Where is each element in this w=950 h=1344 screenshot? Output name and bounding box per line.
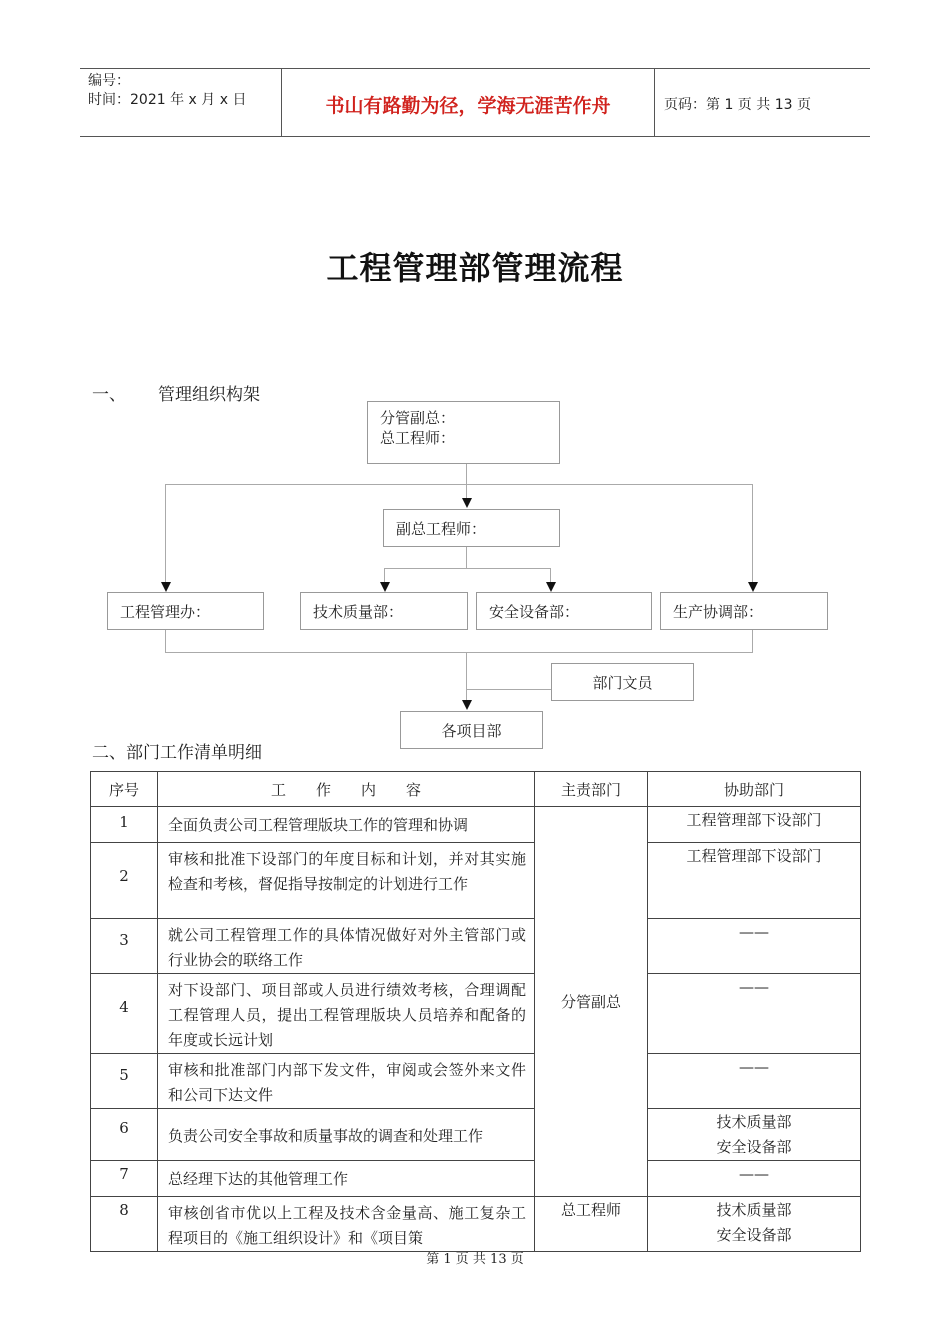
org-box-dept-engineering	[107, 592, 264, 630]
main-dept-group: 分管副总	[535, 807, 648, 1197]
table-row	[91, 974, 861, 1054]
header-assist-dept: 协助部门	[648, 772, 861, 807]
row-no: 4	[91, 974, 158, 1054]
org-connector	[384, 568, 385, 583]
row-no: 5	[91, 1054, 158, 1109]
org-connector	[466, 464, 467, 499]
header-top-rule	[80, 68, 870, 69]
date-label: 时间：2021 年 x 月 x 日	[88, 92, 247, 108]
org-arrow	[380, 582, 390, 592]
org-connector	[165, 484, 166, 583]
row-content: 全面负责公司工程管理版块工作的管理和协调	[158, 807, 535, 843]
org-box-dept-safety	[476, 592, 652, 630]
work-list-table	[90, 771, 861, 1252]
header-page-info: 页码：第 1 页 共 13 页	[664, 97, 811, 113]
org-box-deputy	[383, 509, 560, 547]
org-dept2-label: 技术质量部：	[313, 603, 404, 621]
org-clerk-label: 部门文员	[592, 674, 653, 692]
org-connector	[466, 547, 467, 568]
org-arrow	[462, 700, 472, 710]
page-footer: 第 1 页 共 13 页	[426, 1252, 524, 1267]
org-connector	[752, 630, 753, 652]
table-row	[91, 807, 861, 843]
row-no: 3	[91, 919, 158, 974]
row-no: 7	[91, 1161, 158, 1197]
org-deputy-label: 副总工程师：	[396, 520, 487, 538]
row-assist	[648, 1197, 861, 1252]
row-assist: 工程管理部下设部门	[648, 807, 861, 843]
row-content: 就公司工程管理工作的具体情况做好对外主管部门或行业协会的联络工作	[158, 919, 535, 974]
org-connector	[550, 568, 551, 583]
table-row	[91, 1197, 861, 1252]
document-title: 工程管理部管理流程	[326, 249, 624, 287]
row-content: 负责公司安全事故和质量事故的调查和处理工作	[158, 1109, 535, 1161]
section-1-number: 一、	[92, 385, 126, 405]
org-arrow	[748, 582, 758, 592]
assist-line: 安全设备部	[716, 1226, 792, 1244]
org-arrow	[161, 582, 171, 592]
org-dept3-label: 安全设备部：	[489, 603, 580, 621]
row-assist: ——	[648, 919, 861, 974]
org-leadership-line1: 分管副总：	[380, 409, 456, 427]
section-2-heading: 二、部门工作清单明细	[92, 743, 262, 763]
row-content: 审核创省市优以上工程及技术含金量高、施工复杂工程项目的《施工组织设计》和《项目策	[158, 1197, 535, 1252]
org-connector	[165, 630, 166, 652]
org-box-leadership	[367, 401, 560, 464]
header-divider	[654, 68, 655, 136]
org-connector	[165, 484, 753, 485]
row-assist: ——	[648, 974, 861, 1054]
table-row	[91, 1054, 861, 1109]
row-no: 1	[91, 807, 158, 843]
org-box-projects	[400, 711, 543, 749]
assist-line: 技术质量部	[716, 1201, 792, 1219]
table-row	[91, 1161, 861, 1197]
row-no: 8	[91, 1197, 158, 1252]
org-box-clerk	[551, 663, 694, 701]
row-no: 6	[91, 1109, 158, 1161]
table-row	[91, 919, 861, 974]
row-assist	[648, 1109, 861, 1161]
org-connector	[466, 689, 552, 690]
row-no: 2	[91, 843, 158, 919]
header-motto: 书山有路勤为径，学海无涯苦作舟	[325, 95, 611, 117]
assist-line: 安全设备部	[716, 1138, 792, 1156]
row-content: 审核和批准部门内部下发文件，审阅或会签外来文件和公司下达文件	[158, 1054, 535, 1109]
org-dept4-label: 生产协调部：	[673, 603, 764, 621]
code-label: 编号：	[88, 73, 130, 89]
header-no: 序号	[91, 772, 158, 807]
row-assist: 工程管理部下设部门	[648, 843, 861, 919]
org-arrow	[462, 498, 472, 508]
org-connector	[466, 652, 467, 700]
table-row	[91, 1109, 861, 1161]
header-meta	[88, 72, 246, 110]
org-connector	[752, 484, 753, 583]
row-assist: ——	[648, 1054, 861, 1109]
assist-line: 技术质量部	[716, 1113, 792, 1131]
org-box-dept-production	[660, 592, 828, 630]
org-leadership-line2: 总工程师：	[380, 429, 456, 447]
org-connector	[384, 568, 551, 569]
org-connector	[165, 652, 753, 653]
row-content: 对下设部门、项目部或人员进行绩效考核，合理调配工程管理人员，提出工程管理版块人员培养和配备的年度或长远计划	[158, 974, 535, 1054]
header-bottom-rule	[80, 136, 870, 137]
row-assist: ——	[648, 1161, 861, 1197]
row-content: 审核和批准下设部门的年度目标和计划，并对其实施检查和考核，督促指导按制定的计划进行工作	[158, 843, 535, 919]
main-dept-cell: 总工程师	[535, 1197, 648, 1252]
table-row	[91, 843, 861, 919]
org-projects-label: 各项目部	[441, 722, 502, 740]
row-content: 总经理下达的其他管理工作	[158, 1161, 535, 1197]
header-content: 工 作 内 容	[158, 772, 535, 807]
section-1-heading: 管理组织构架	[158, 385, 260, 405]
table-header-row	[91, 772, 861, 807]
org-arrow	[546, 582, 556, 592]
header-main-dept: 主责部门	[535, 772, 648, 807]
org-box-dept-tech-quality	[300, 592, 468, 630]
org-dept1-label: 工程管理办：	[120, 603, 211, 621]
